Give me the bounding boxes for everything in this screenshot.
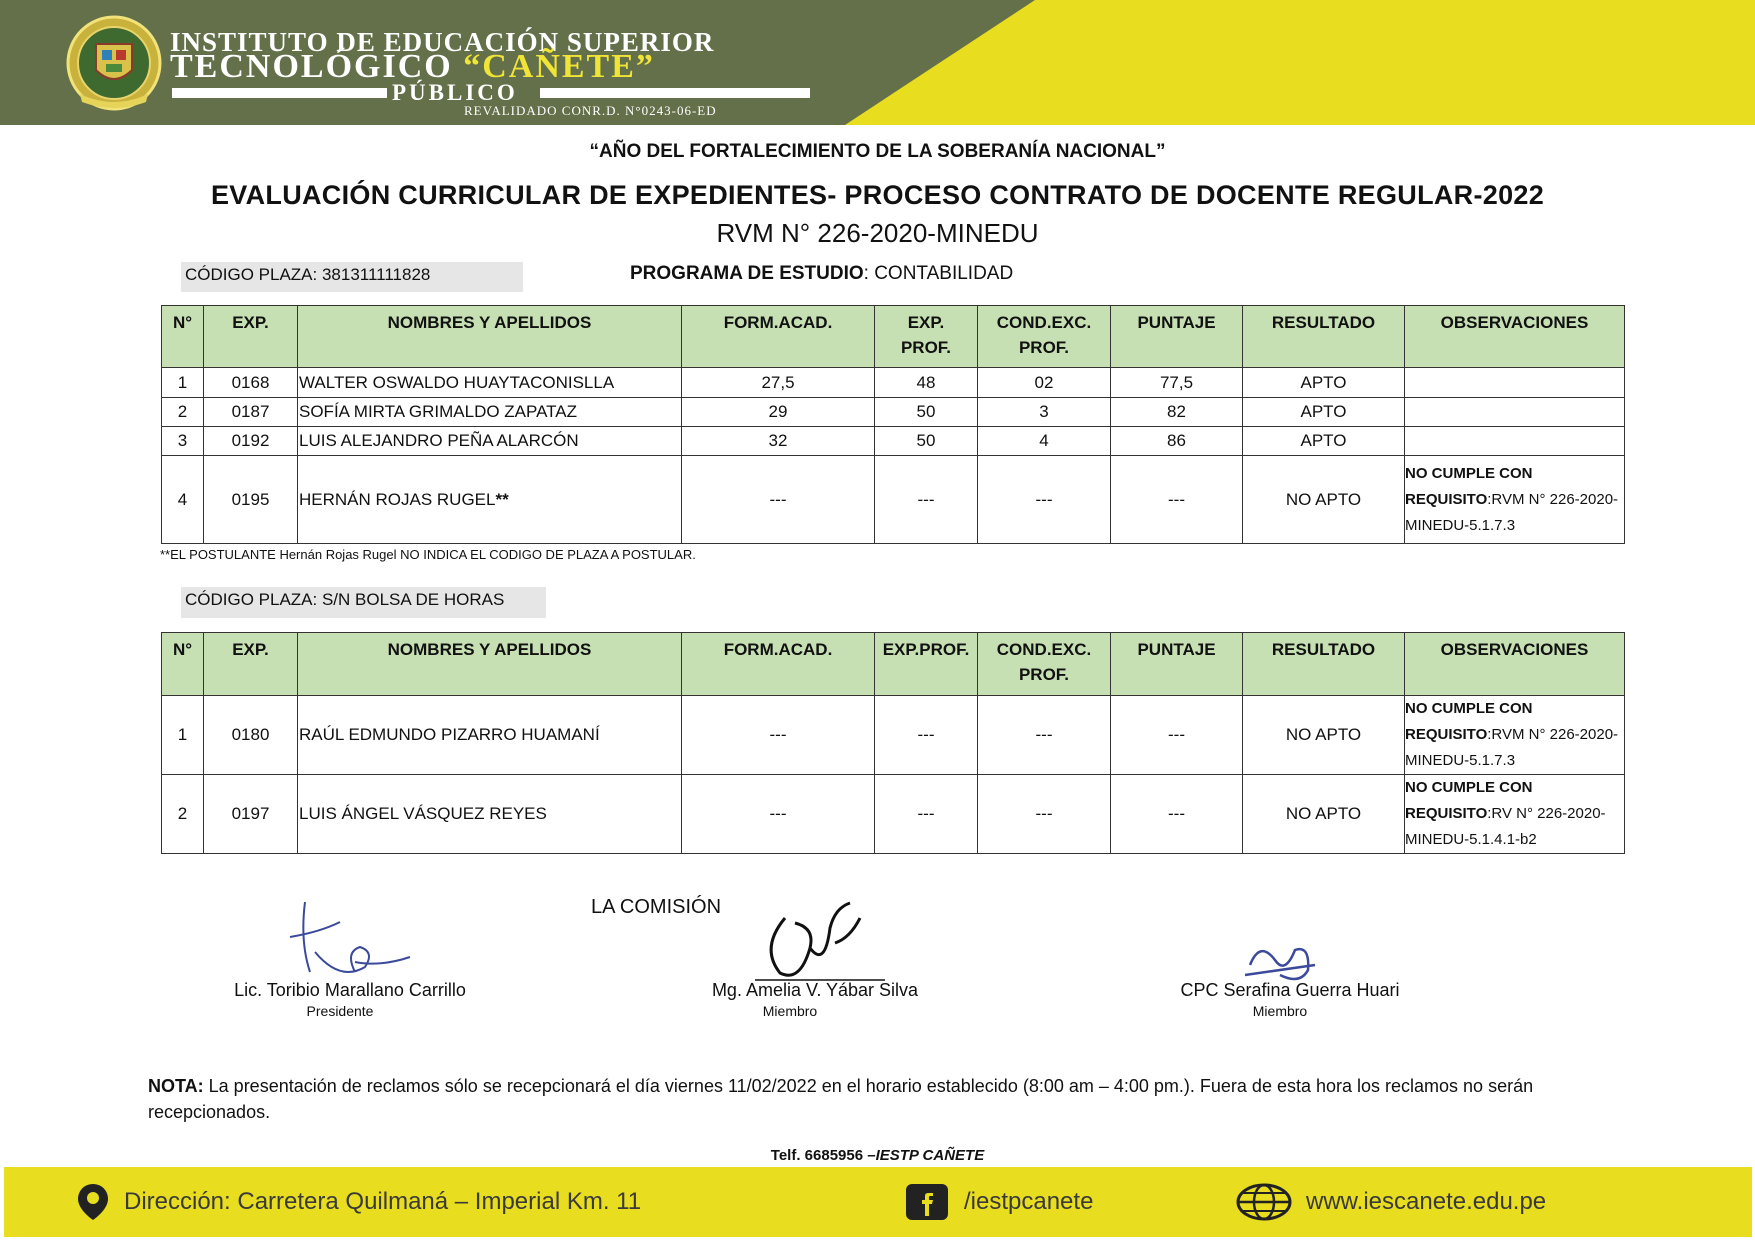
obs-line1: NO CUMPLE CON xyxy=(1405,779,1533,796)
contact-phone-text: Telf. 6685956 – xyxy=(770,1147,876,1164)
globe-icon xyxy=(1236,1182,1292,1222)
institution-type: PÚBLICO xyxy=(392,80,518,105)
cell-form-acad: 27,5 xyxy=(682,368,875,398)
cell-number: 1 xyxy=(162,368,204,398)
cell-exp-prof: --- xyxy=(875,775,978,854)
table-row xyxy=(162,456,1625,544)
main-title: EVALUACIÓN CURRICULAR DE EXPEDIENTES- PROCESO CONTRATO DE DOCENTE REGULAR-2022 xyxy=(210,180,1545,210)
commission-label: LA COMISIÓN xyxy=(591,896,722,918)
cell-exp: 0180 xyxy=(204,696,298,775)
col-header-form-acad: FORM.ACAD. xyxy=(682,306,875,368)
footer-facebook[interactable] xyxy=(904,1167,1093,1237)
footer-bar xyxy=(4,1167,1752,1237)
cell-exp: 0195 xyxy=(204,456,298,544)
member-2-name: CPC Serafina Guerra Huari xyxy=(1180,980,1400,1000)
year-title: “AÑO DEL FORTALECIMIENTO DE LA SOBERANÍA NACIONAL” xyxy=(589,141,1166,162)
col-header-names: NOMBRES Y APELLIDOS xyxy=(298,633,682,696)
cell-name-text: HERNÁN ROJAS RUGEL xyxy=(299,489,496,509)
cell-observaciones xyxy=(1405,398,1625,427)
member-2-role: Miembro xyxy=(1252,1003,1308,1019)
col-header-exp-prof: EXP.PROF. xyxy=(875,633,978,696)
note xyxy=(148,1073,1628,1125)
cell-exp-prof: 50 xyxy=(875,427,978,456)
evaluation-table-2 xyxy=(161,632,1625,854)
cell-number: 2 xyxy=(162,775,204,854)
institution-name-line2-text: TECNOLÓGICO xyxy=(170,48,464,85)
obs-requisito: REQUISITO xyxy=(1405,490,1488,508)
cell-number: 4 xyxy=(162,456,204,544)
institution-resolution: REVALIDADO CONR.D. N°0243-06-ED xyxy=(464,103,717,118)
cell-puntaje: --- xyxy=(1111,696,1243,775)
cell-resultado: NO APTO xyxy=(1243,696,1405,775)
cell-cond-exc: 4 xyxy=(978,427,1111,456)
plaza-code-label: CÓDIGO PLAZA: 381311111828 xyxy=(181,262,523,292)
col-header-exp-prof xyxy=(875,306,978,368)
cell-puntaje: 77,5 xyxy=(1111,368,1243,398)
member-1-name: Mg. Amelia V. Yábar Silva xyxy=(711,980,919,1000)
footnote: **EL POSTULANTE Hernán Rojas Rugel NO INDICA EL CODIGO DE PLAZA A POSTULAR. xyxy=(160,547,696,562)
cell-observaciones xyxy=(1405,775,1625,854)
cell-form-acad: 29 xyxy=(682,398,875,427)
contact-phone xyxy=(0,1147,1755,1164)
footer-address xyxy=(76,1167,641,1237)
plaza-code-label-2: CÓDIGO PLAZA: S/N BOLSA DE HORAS xyxy=(181,587,546,618)
cell-cond-exc: --- xyxy=(978,775,1111,854)
signature-member-1 xyxy=(755,888,885,988)
cell-resultado: APTO xyxy=(1243,398,1405,427)
cell-observaciones xyxy=(1405,456,1625,544)
cell-name-footnote-mark: ** xyxy=(495,489,509,509)
col-header-cond-exc xyxy=(978,633,1111,696)
obs-line1: NO CUMPLE CON xyxy=(1405,700,1533,717)
col-header-number: N° xyxy=(162,306,204,368)
cell-exp-prof: --- xyxy=(875,696,978,775)
cell-exp-prof: 48 xyxy=(875,368,978,398)
cell-exp: 0192 xyxy=(204,427,298,456)
col-header-exp-prof-line1: EXP. xyxy=(907,313,945,332)
cell-number: 3 xyxy=(162,427,204,456)
table-row xyxy=(162,775,1625,854)
cell-observaciones xyxy=(1405,427,1625,456)
institution-name-line1: INSTITUTO DE EDUCACIÓN SUPERIOR xyxy=(170,27,715,57)
cell-number: 1 xyxy=(162,696,204,775)
president-name: Lic. Toribio Marallano Carrillo xyxy=(234,980,466,1000)
institution-name-quoted: “CAÑETE” xyxy=(463,48,655,85)
institute-emblem-icon xyxy=(66,14,162,112)
col-header-exp-prof-line2: PROF. xyxy=(900,338,952,357)
evaluation-table-1 xyxy=(161,305,1625,544)
footer-address-text: Dirección: Carretera Quilmaná – Imperial Km. 11 xyxy=(124,1188,642,1215)
rvm-reference: RVM N° 226-2020-MINEDU xyxy=(716,218,1039,248)
table-row xyxy=(162,398,1625,427)
header-divider-right xyxy=(540,88,810,98)
cell-puntaje: --- xyxy=(1111,456,1243,544)
col-header-observaciones: OBSERVACIONES xyxy=(1405,306,1625,368)
cell-name: WALTER OSWALDO HUAYTACONISLLA xyxy=(298,368,682,398)
cell-name: RAÚL EDMUNDO PIZARRO HUAMANÍ xyxy=(298,696,682,775)
cell-resultado: APTO xyxy=(1243,368,1405,398)
col-header-resultado: RESULTADO xyxy=(1243,633,1405,696)
cell-exp: 0168 xyxy=(204,368,298,398)
cell-form-acad: 32 xyxy=(682,427,875,456)
cell-name: SOFÍA MIRTA GRIMALDO ZAPATAZ xyxy=(298,398,682,427)
study-program-value: : CONTABILIDAD xyxy=(863,263,1014,284)
col-header-cond-exc-line2: PROF. xyxy=(1018,338,1070,357)
cell-puntaje: 82 xyxy=(1111,398,1243,427)
col-header-resultado: RESULTADO xyxy=(1243,306,1405,368)
col-header-exp: EXP. xyxy=(204,633,298,696)
col-header-cond-exc-line2: PROF. xyxy=(1018,665,1070,684)
cell-resultado: APTO xyxy=(1243,427,1405,456)
contact-institution: IESTP CAÑETE xyxy=(875,1147,985,1164)
col-header-observaciones: OBSERVACIONES xyxy=(1405,633,1625,696)
president-role: Presidente xyxy=(306,1003,374,1019)
col-header-cond-exc-line1: COND.EXC. xyxy=(996,313,1092,332)
table-header-row xyxy=(162,306,1625,368)
cell-cond-exc: --- xyxy=(978,456,1111,544)
cell-name xyxy=(298,456,682,544)
facebook-icon xyxy=(904,1182,950,1222)
obs-requisito: REQUISITO xyxy=(1405,726,1488,743)
cell-exp-prof: --- xyxy=(875,456,978,544)
table-row xyxy=(162,427,1625,456)
obs-line1: NO CUMPLE CON xyxy=(1405,464,1533,482)
col-header-cond-exc xyxy=(978,306,1111,368)
table-row xyxy=(162,696,1625,775)
cell-form-acad: --- xyxy=(682,696,875,775)
header-banner xyxy=(0,0,1755,125)
footer-facebook-text[interactable]: /iestpcanete xyxy=(964,1188,1094,1215)
header-divider-left xyxy=(172,88,387,98)
footer-website[interactable] xyxy=(1236,1167,1546,1237)
member-1-role: Miembro xyxy=(762,1003,818,1019)
cell-resultado: NO APTO xyxy=(1243,775,1405,854)
table-row xyxy=(162,368,1625,398)
col-header-cond-exc-line1: COND.EXC. xyxy=(996,640,1092,659)
note-label: NOTA: xyxy=(148,1076,204,1096)
cell-form-acad: --- xyxy=(682,456,875,544)
cell-name: LUIS ÁNGEL VÁSQUEZ REYES xyxy=(298,775,682,854)
col-header-form-acad: FORM.ACAD. xyxy=(682,633,875,696)
col-header-puntaje: PUNTAJE xyxy=(1111,633,1243,696)
col-header-exp: EXP. xyxy=(204,306,298,368)
cell-observaciones xyxy=(1405,368,1625,398)
cell-exp-prof: 50 xyxy=(875,398,978,427)
col-header-names: NOMBRES Y APELLIDOS xyxy=(298,306,682,368)
note-text: La presentación de reclamos sólo se recepcionará el día viernes 11/02/2022 en el horario establecido (8:00 am – 4:00 pm.). Fuera de esta hora los reclamos no serán recepcionados. xyxy=(148,1076,1534,1122)
cell-cond-exc: 3 xyxy=(978,398,1111,427)
cell-number: 2 xyxy=(162,398,204,427)
cell-name: LUIS ALEJANDRO PEÑA ALARCÓN xyxy=(298,427,682,456)
obs-line3: MINEDU-5.1.7.3 xyxy=(1405,752,1516,769)
cell-cond-exc: 02 xyxy=(978,368,1111,398)
col-header-puntaje: PUNTAJE xyxy=(1111,306,1243,368)
obs-line2-rest: :RV N° 226-2020- xyxy=(1487,805,1606,822)
obs-line2-rest: :RVM N° 226-2020- xyxy=(1487,726,1619,743)
cell-resultado: NO APTO xyxy=(1243,456,1405,544)
study-program xyxy=(630,263,1013,285)
cell-exp: 0187 xyxy=(204,398,298,427)
cell-puntaje: 86 xyxy=(1111,427,1243,456)
obs-line3: MINEDU-5.1.7.3 xyxy=(1405,516,1516,534)
table-header-row xyxy=(162,633,1625,696)
obs-line2-rest: :RVM N° 226-2020- xyxy=(1487,490,1619,508)
cell-cond-exc: --- xyxy=(978,696,1111,775)
col-header-number: N° xyxy=(162,633,204,696)
obs-requisito: REQUISITO xyxy=(1405,805,1488,822)
cell-puntaje: --- xyxy=(1111,775,1243,854)
cell-observaciones xyxy=(1405,696,1625,775)
obs-line3: MINEDU-5.1.4.1-b2 xyxy=(1405,831,1537,848)
cell-form-acad: --- xyxy=(682,775,875,854)
cell-exp: 0197 xyxy=(204,775,298,854)
study-program-label: PROGRAMA DE ESTUDIO xyxy=(630,263,864,284)
footer-website-text[interactable]: www.iescanete.edu.pe xyxy=(1306,1188,1547,1215)
location-pin-icon xyxy=(76,1182,110,1222)
